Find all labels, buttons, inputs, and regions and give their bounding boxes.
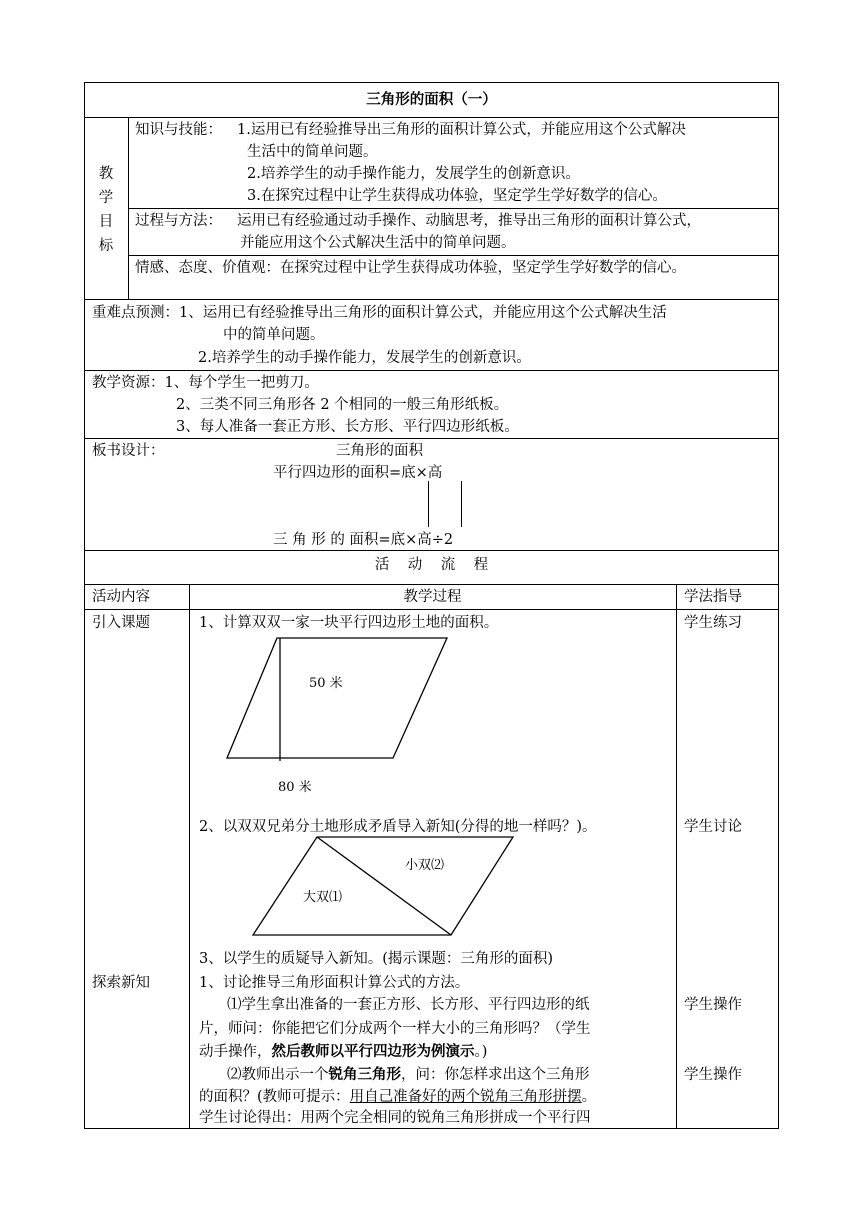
knowledge-line: 3.在探究过程中让学生获得成功体验，坚定学生学好数学的信心。 — [247, 188, 667, 204]
text-run: ⑵教师出示一个 — [227, 1067, 329, 1083]
board-connector-line — [461, 481, 462, 527]
process-line: 运用已有经验通过动手操作、动脑思考，推导出三角形的面积计算公式， — [237, 213, 701, 229]
explore-label: 探索新知 — [92, 975, 150, 991]
explore-p2-line: 学生讨论得出：用两个完全相同的锐角三角形拼成一个平行四 — [199, 1110, 591, 1126]
board-label: 板书设计： — [92, 443, 165, 459]
intro-step1: 1、计算双双一家一块平行四边形土地的面积。 — [199, 615, 499, 631]
row-divider — [128, 255, 779, 256]
text-run: 。 — [581, 1089, 597, 1105]
explore-step1: 1、讨论推导三角形面积计算公式的方法。 — [199, 975, 470, 991]
key-points-line: 重难点预测：1、运用已有经验推导出三角形的面积计算公式，并能应用这个公式解决生活 — [92, 305, 667, 321]
objectives-side-label — [84, 162, 128, 258]
big-triangle-label: 大双⑴ — [303, 890, 343, 905]
explore-p2-line — [227, 1065, 590, 1085]
resources-line: 3、每人准备一套正方形、长方形、平行四边形纸板。 — [176, 419, 519, 435]
text-run: 。) — [474, 1044, 488, 1060]
emotion-line: 情感、态度、价值观：在探究过程中让学生获得成功体验，坚定学生学好数学的信心。 — [135, 260, 686, 276]
knowledge-label: 知识与技能： — [135, 122, 222, 138]
small-triangle-label: 小双⑵ — [405, 858, 445, 873]
resources-line: 教学资源：1、每个学生一把剪刀。 — [92, 375, 319, 391]
guide-discuss: 学生讨论 — [684, 819, 742, 835]
row-divider — [84, 370, 779, 371]
guide-practice: 学生练习 — [684, 615, 742, 631]
board-triangle-formula: 三 角 形 的 面积=底×高÷2 — [273, 532, 454, 548]
column-divider — [189, 584, 190, 1129]
explore-p2-line — [199, 1087, 596, 1107]
board-connector-line — [428, 481, 429, 527]
intro-label: 引入课题 — [92, 615, 150, 631]
header-content: 活动内容 — [92, 589, 150, 605]
text-run: 动手操作， — [199, 1044, 272, 1060]
intro-step2: 2、以双双兄弟分土地形成矛盾导入新知(分得的地一样吗？)。 — [199, 819, 597, 835]
text-run: 的面积？(教师可提示： — [199, 1089, 350, 1105]
knowledge-line: 1.运用已有经验推导出三角形的面积计算公式，并能应用这个公式解决 — [237, 122, 686, 138]
bold-text: 锐角三角形 — [328, 1066, 401, 1083]
key-points-line: 2.培养学生的动手操作能力，发展学生的创新意识。 — [198, 350, 531, 366]
text-run: ，问：你怎样求出这个三角形 — [401, 1067, 590, 1083]
process-label: 过程与方法： — [135, 213, 222, 229]
table-border-right — [778, 82, 779, 1129]
table-border-top — [84, 82, 779, 83]
board-heading: 三角形的面积 — [336, 443, 423, 459]
row-divider — [84, 550, 779, 551]
side-char: 学 — [98, 190, 114, 206]
divided-parallelogram-figure — [250, 834, 520, 939]
flow-title: 活 动 流 程 — [374, 557, 489, 573]
header-guide: 学法指导 — [684, 589, 742, 605]
row-divider — [84, 117, 779, 118]
side-char: 标 — [98, 238, 114, 254]
guide-operate: 学生操作 — [684, 1067, 742, 1083]
row-divider — [84, 299, 779, 300]
bold-text: 然后教师以平行四边形为例演示 — [271, 1043, 475, 1060]
board-parallelogram-formula: 平行四边形的面积=底×高 — [273, 465, 443, 481]
explore-p1-line: ⑴学生拿出准备的一套正方形、长方形、平行四边形的纸 — [227, 997, 590, 1013]
side-char: 教 — [98, 166, 114, 182]
guide-operate: 学生操作 — [684, 997, 742, 1013]
header-process: 教学过程 — [403, 589, 462, 605]
key-points-line: 中的简单问题。 — [223, 327, 325, 343]
process-line: 并能应用这个公式解决生活中的简单问题。 — [240, 235, 516, 251]
column-divider — [676, 584, 677, 1129]
knowledge-line: 生活中的简单问题。 — [247, 144, 378, 160]
parallelogram-shape — [227, 638, 447, 758]
page-title: 三角形的面积（一） — [366, 91, 497, 108]
side-char: 目 — [98, 214, 114, 230]
diagonal-line — [317, 837, 451, 935]
explore-p1-line — [199, 1042, 487, 1062]
resources-line: 2、三类不同三角形各 2 个相同的一般三角形纸板。 — [176, 397, 509, 413]
underlined-text: 用自己准备好的两个锐角三角形拼摆 — [349, 1089, 582, 1105]
parallelogram-figure — [220, 635, 460, 765]
height-label: 50 米 — [309, 676, 343, 691]
row-divider — [84, 438, 779, 439]
explore-p1-line: 片，师问：你能把它们分成两个一样大小的三角形吗？（学生 — [199, 1021, 591, 1037]
knowledge-line: 2.培养学生的动手操作能力，发展学生的创新意识。 — [247, 166, 580, 182]
base-label: 80 米 — [278, 780, 312, 795]
row-divider — [128, 208, 779, 209]
intro-step3: 3、以学生的质疑导入新知。(揭示课题：三角形的面积) — [199, 951, 554, 967]
